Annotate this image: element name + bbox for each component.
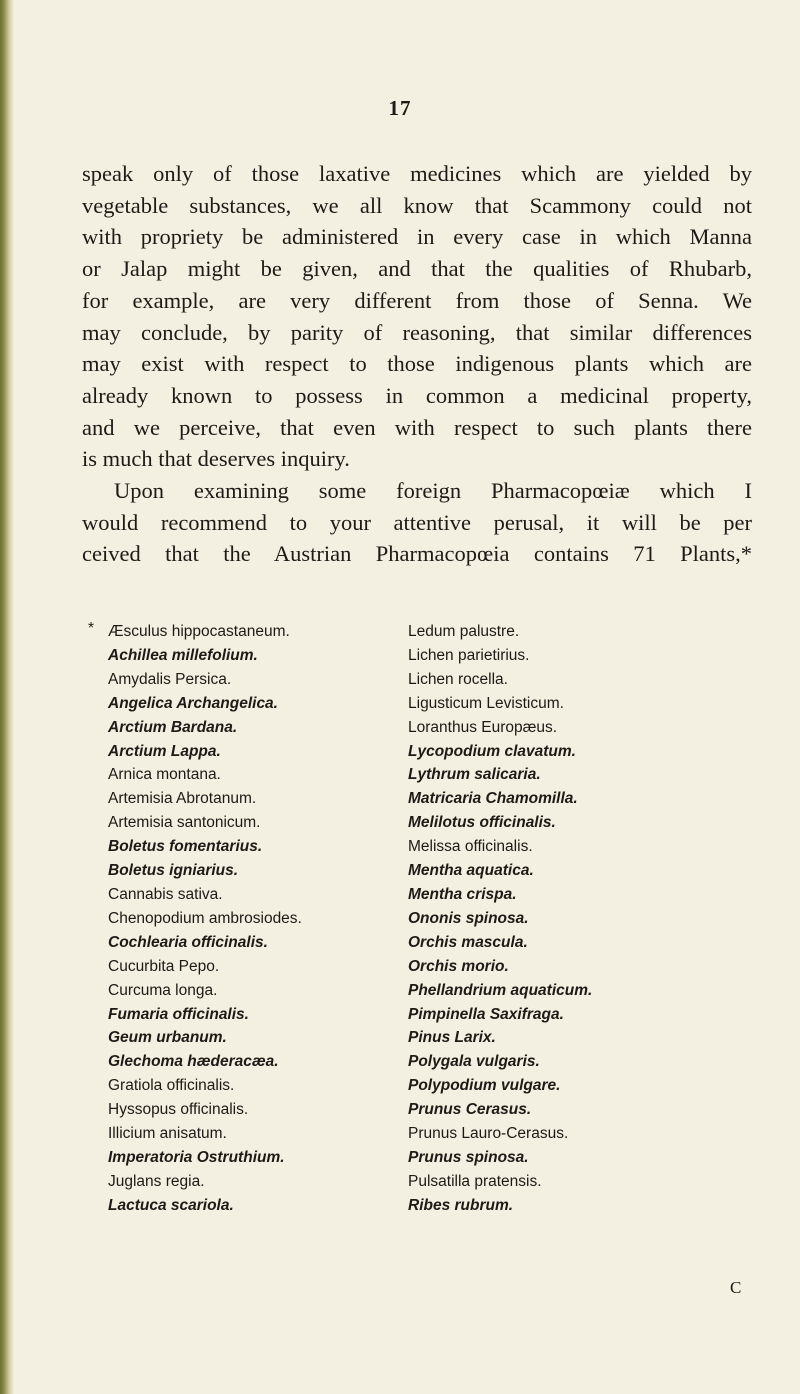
- plant-entry: Glechoma hæderacæa.: [108, 1053, 279, 1071]
- plant-entry: Artemisia Abrotanum.: [108, 790, 257, 808]
- plant-entry: Lichen rocella.: [408, 670, 508, 688]
- plant-entry: Amydalis Persica.: [108, 670, 232, 688]
- plant-entry: Geum urbanum.: [108, 1029, 227, 1047]
- plant-entry: Arnica montana.: [108, 766, 221, 784]
- body-line: may conclude, by parity of reasoning, that similar differences: [82, 319, 752, 345]
- body-line: Upon examining some foreign Pharmacopœiæ which I: [114, 478, 752, 504]
- signature-mark: C: [730, 1278, 742, 1297]
- plant-entry: Pimpinella Saxifraga.: [408, 1005, 564, 1023]
- plant-entry: Orchis morio.: [408, 957, 509, 975]
- plant-entry: Prunus spinosa.: [408, 1148, 529, 1166]
- body-line: already known to possess in common a medicinal property,: [82, 382, 752, 408]
- plant-entry: Arctium Lappa.: [108, 742, 221, 760]
- body-line: would recommend to your attentive perusal, it will be per: [82, 509, 752, 535]
- plant-entry: Æsculus hippocastaneum.: [108, 623, 290, 640]
- plant-entry: Prunus Cerasus.: [408, 1101, 532, 1119]
- plant-entry: Phellandrium aquaticum.: [408, 981, 593, 999]
- body-line: or Jalap might be given, and that the qualities of Rhubarb,: [82, 256, 752, 282]
- plant-entry: Ribes rubrum.: [408, 1196, 514, 1214]
- plant-entry: Lactuca scariola.: [108, 1196, 234, 1214]
- plant-entry: Lycopodium clavatum.: [408, 742, 576, 760]
- plant-entry: Polypodium vulgare.: [408, 1077, 561, 1095]
- plant-entry: Hyssopus officinalis.: [108, 1101, 249, 1119]
- plant-entry: Pinus Larix.: [408, 1029, 496, 1047]
- plant-entry: Lythrum salicaria.: [408, 766, 541, 784]
- plant-entry: Melissa officinalis.: [408, 838, 533, 856]
- body-line: with propriety be administered in every case in which Manna: [82, 224, 752, 250]
- body-line: vegetable substances, we all know that Scammony could not: [82, 192, 752, 218]
- plant-entry: Achillea millefolium.: [108, 646, 258, 664]
- body-paragraph: [82, 158, 752, 570]
- plant-entry: Mentha crispa.: [408, 885, 517, 903]
- plant-entry: Loranthus Europæus.: [408, 718, 558, 736]
- plant-entry: Pulsatilla pratensis.: [408, 1172, 542, 1190]
- body-line: is much that deserves inquiry.: [82, 446, 350, 472]
- plant-entry: Ligusticum Levisticum.: [408, 694, 564, 712]
- plant-entry: Curcuma longa.: [108, 981, 218, 999]
- plant-entry: Imperatoria Ostruthium.: [108, 1148, 285, 1166]
- body-line: and we perceive, that even with respect to such plants there: [82, 414, 752, 440]
- page-spine-shadow: [0, 0, 14, 1394]
- plant-entry: Boletus fomentarius.: [108, 838, 263, 856]
- footnote-plant-list-left: [88, 620, 408, 1218]
- plant-entry: Artemisia santonicum.: [108, 814, 261, 832]
- plant-entry: Chenopodium ambrosiodes.: [108, 909, 302, 927]
- plant-entry: Ledum palustre.: [408, 623, 520, 640]
- plant-entry: Orchis mascula.: [408, 933, 528, 951]
- plant-entry: Illicium anisatum.: [108, 1125, 227, 1143]
- plant-entry: Arctium Bardana.: [108, 718, 238, 736]
- plant-entry: Matricaria Chamomilla.: [408, 790, 578, 808]
- body-line: for example, are very different from those of Senna. We: [82, 287, 752, 313]
- body-line: ceived that the Austrian Pharmacopœia contains 71 Plants,*: [82, 541, 752, 567]
- page-number: 17: [388, 96, 412, 120]
- plant-entry: Cochlearia officinalis.: [108, 933, 268, 951]
- body-line: speak only of those laxative medicines which are yielded by: [82, 161, 752, 186]
- footnote-marker: *: [88, 620, 95, 637]
- plant-entry: Ononis spinosa.: [408, 909, 529, 927]
- plant-entry: Gratiola officinalis.: [108, 1077, 235, 1095]
- plant-entry: Juglans regia.: [108, 1172, 205, 1190]
- footnote-plant-list-right: [408, 620, 738, 1218]
- plant-entry: Boletus igniarius.: [108, 862, 239, 880]
- plant-entry: Angelica Archangelica.: [108, 694, 278, 712]
- body-line: may exist with respect to those indigenous plants which are: [82, 351, 752, 377]
- plant-entry: Cannabis sativa.: [108, 885, 223, 903]
- plant-entry: Mentha aquatica.: [408, 862, 534, 880]
- plant-entry: Melilotus officinalis.: [408, 814, 556, 832]
- plant-entry: Cucurbita Pepo.: [108, 957, 220, 975]
- plant-entry: Polygala vulgaris.: [408, 1053, 540, 1071]
- plant-entry: Prunus Lauro-Cerasus.: [408, 1125, 569, 1143]
- plant-entry: Fumaria officinalis.: [108, 1005, 249, 1023]
- plant-entry: Lichen parietirius.: [408, 646, 530, 664]
